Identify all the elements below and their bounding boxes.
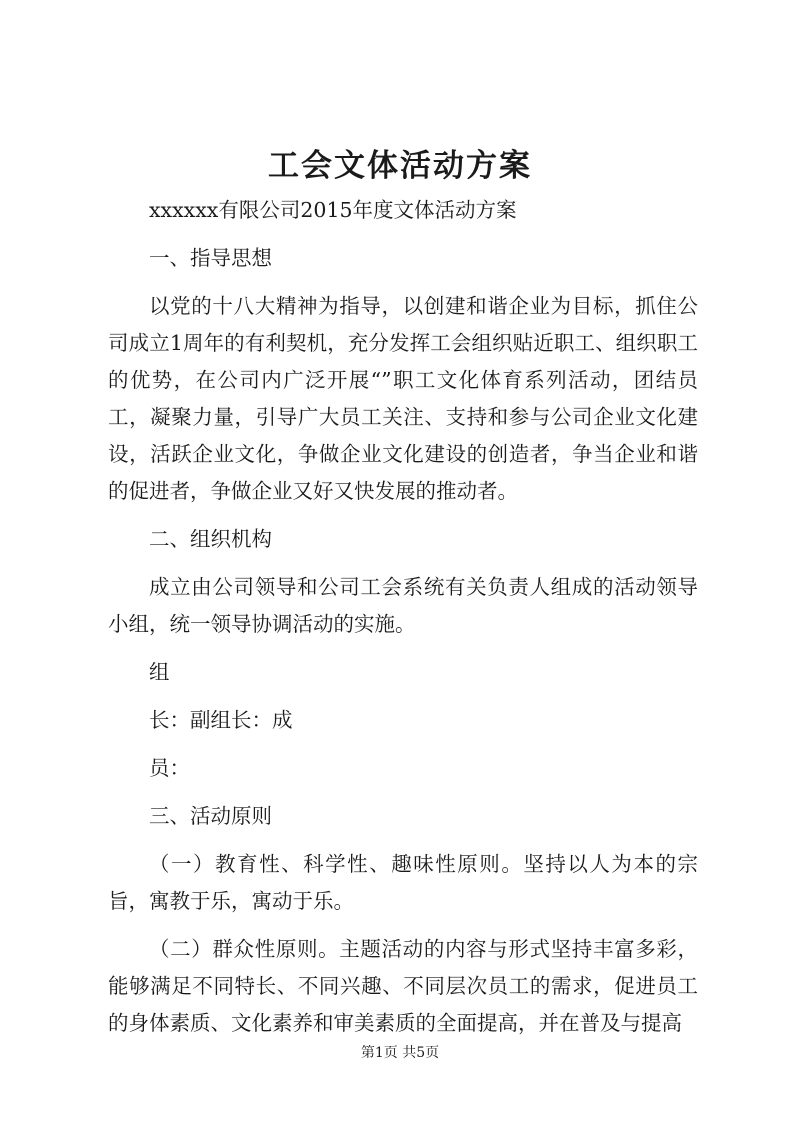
paragraph-principle-1: （一）教育性、科学性、趣味性原则。坚持以人为本的宗旨，寓教于乐，寓动于乐。 [108, 852, 698, 913]
paragraph-guiding-ideology: 以党的十八大精神为指导，以创建和谐企业为目标，抓住公司成立1周年的有利契机，充分发挥工会组织贴近职工、组织职工的优势，在公司内广泛开展“”职工文化体育系列活动，团结员工，凝聚力量，引导广大员工关注、支持和参与公司企业文化建设，活跃企业文化，争做企业文化建设的创造者，争当企业和谐的促进者，争做企业又好又快发展的推动者。 [108, 294, 698, 503]
paragraph-company-plan: xxxxxx有限公司2015年度文体活动方案 [149, 198, 517, 222]
heading-guiding-ideology: 一、指导思想 [149, 246, 272, 270]
paragraph-leaders: 长：副组长：成 [149, 708, 293, 732]
heading-principles: 三、活动原则 [149, 804, 272, 828]
paragraph-principle-2: （二）群众性原则。主题活动的内容与形式坚持丰富多彩，能够满足不同特长、不同兴趣、不同层次员工的需求，促进员工的身体素质、文化素养和审美素质的全面提高，并在普及与提高 [108, 937, 698, 1035]
paragraph-members: 员： [149, 756, 190, 780]
document-title: 工会文体活动方案 [268, 148, 532, 184]
heading-organization: 二、组织机构 [149, 527, 272, 551]
paragraph-organization: 成立由公司领导和公司工会系统有关负责人组成的活动领导小组，统一领导协调活动的实施。 [108, 575, 698, 636]
document-body [108, 192, 698, 1053]
page-number: 第1页 共5页 [360, 1045, 440, 1061]
paragraph-group: 组 [149, 660, 170, 684]
